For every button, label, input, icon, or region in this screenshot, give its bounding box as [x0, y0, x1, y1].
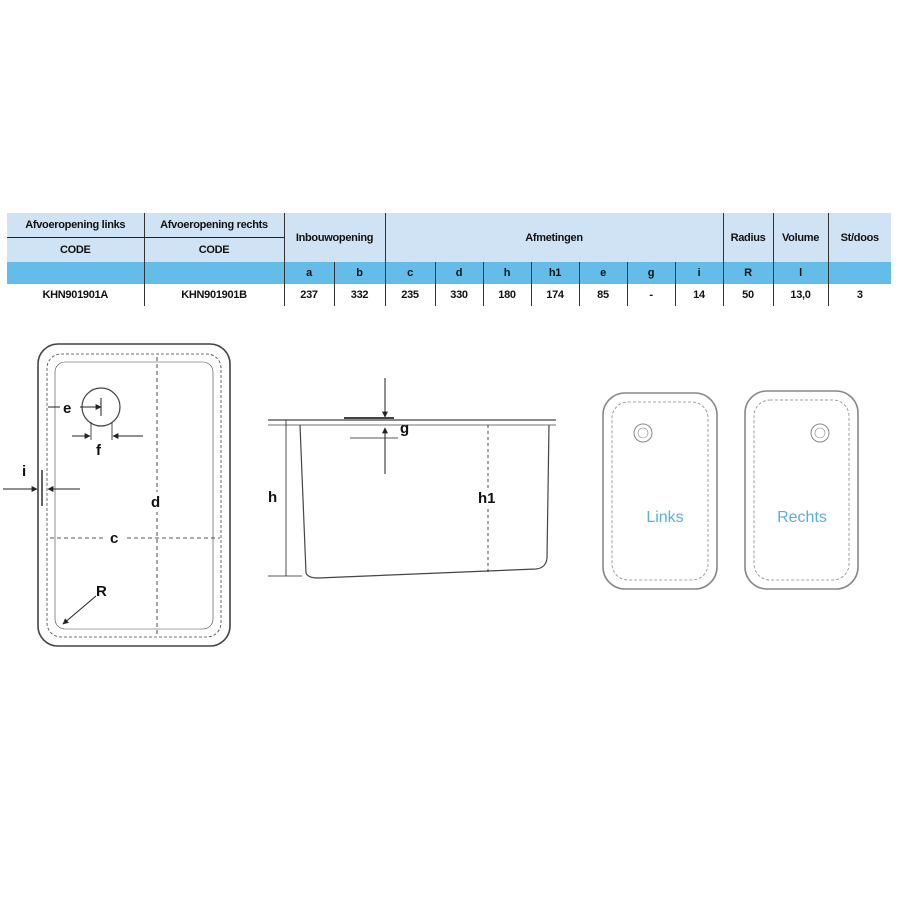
cell-i: 14	[675, 284, 723, 306]
header-rechts-code: CODE	[144, 238, 284, 263]
subheader-d: d	[435, 262, 483, 284]
subheader-c: c	[385, 262, 435, 284]
side-view-drawing	[268, 378, 556, 578]
cell-d: 330	[435, 284, 483, 306]
label-g: g	[400, 420, 410, 437]
cell-b: 332	[334, 284, 385, 306]
header-links-code: CODE	[7, 238, 144, 263]
subheader-a: a	[284, 262, 334, 284]
top-view-drawing	[3, 344, 230, 646]
side-bowl-outline	[300, 425, 549, 578]
variant-links-drain-inner	[638, 428, 648, 438]
label-R: R	[96, 583, 107, 600]
label-c: c	[110, 530, 119, 547]
variant-rechts-drain-inner	[815, 428, 825, 438]
label-e: e	[63, 400, 72, 417]
label-f: f	[96, 442, 101, 459]
header-radius: Radius	[723, 213, 773, 262]
cell-stdoos: 3	[828, 284, 891, 306]
subheader-h: h	[483, 262, 531, 284]
variant-rechts-drawing	[745, 391, 858, 589]
label-h: h	[268, 489, 278, 506]
subheader-h1: h1	[531, 262, 579, 284]
variant-links-drain	[634, 424, 652, 442]
header-stdoos: St/doos	[828, 213, 891, 262]
header-links: Afvoeropening links	[7, 213, 144, 238]
variant-rechts-drain	[811, 424, 829, 442]
cell-e: 85	[579, 284, 627, 306]
variant-links-outline	[603, 393, 717, 589]
sink-inner-outline	[47, 354, 221, 637]
cell-h1: 174	[531, 284, 579, 306]
cell-h: 180	[483, 284, 531, 306]
variant-rechts-inner	[754, 400, 849, 580]
variant-links-drawing	[603, 393, 717, 589]
dimension-R-leader	[63, 596, 96, 624]
subheader-b: b	[334, 262, 385, 284]
sink-bowl-outline	[55, 362, 213, 629]
subheader-g: g	[627, 262, 675, 284]
cell-R: 50	[723, 284, 773, 306]
variant-rechts-outline	[745, 391, 858, 589]
cell-c: 235	[385, 284, 435, 306]
subheader-R: R	[723, 262, 773, 284]
cell-a: 237	[284, 284, 334, 306]
cell-volume: 13,0	[773, 284, 828, 306]
sink-outer-outline	[38, 344, 230, 646]
header-inbouwopening: Inbouwopening	[284, 213, 385, 262]
variant-links-inner	[612, 402, 708, 580]
label-h1: h1	[478, 490, 496, 507]
cell-g: -	[627, 284, 675, 306]
variant-rechts-label: Rechts	[777, 509, 827, 526]
header-afmetingen: Afmetingen	[385, 213, 723, 262]
label-d: d	[151, 494, 161, 511]
subheader-l: l	[773, 262, 828, 284]
cell-code-rechts: KHN901901B	[144, 284, 284, 306]
header-rechts: Afvoeropening rechts	[144, 213, 284, 238]
subheader-e: e	[579, 262, 627, 284]
cell-code-links: KHN901901A	[7, 284, 144, 306]
subheader-i: i	[675, 262, 723, 284]
header-volume: Volume	[773, 213, 828, 262]
variant-links-label: Links	[646, 509, 684, 526]
label-i: i	[22, 463, 27, 480]
